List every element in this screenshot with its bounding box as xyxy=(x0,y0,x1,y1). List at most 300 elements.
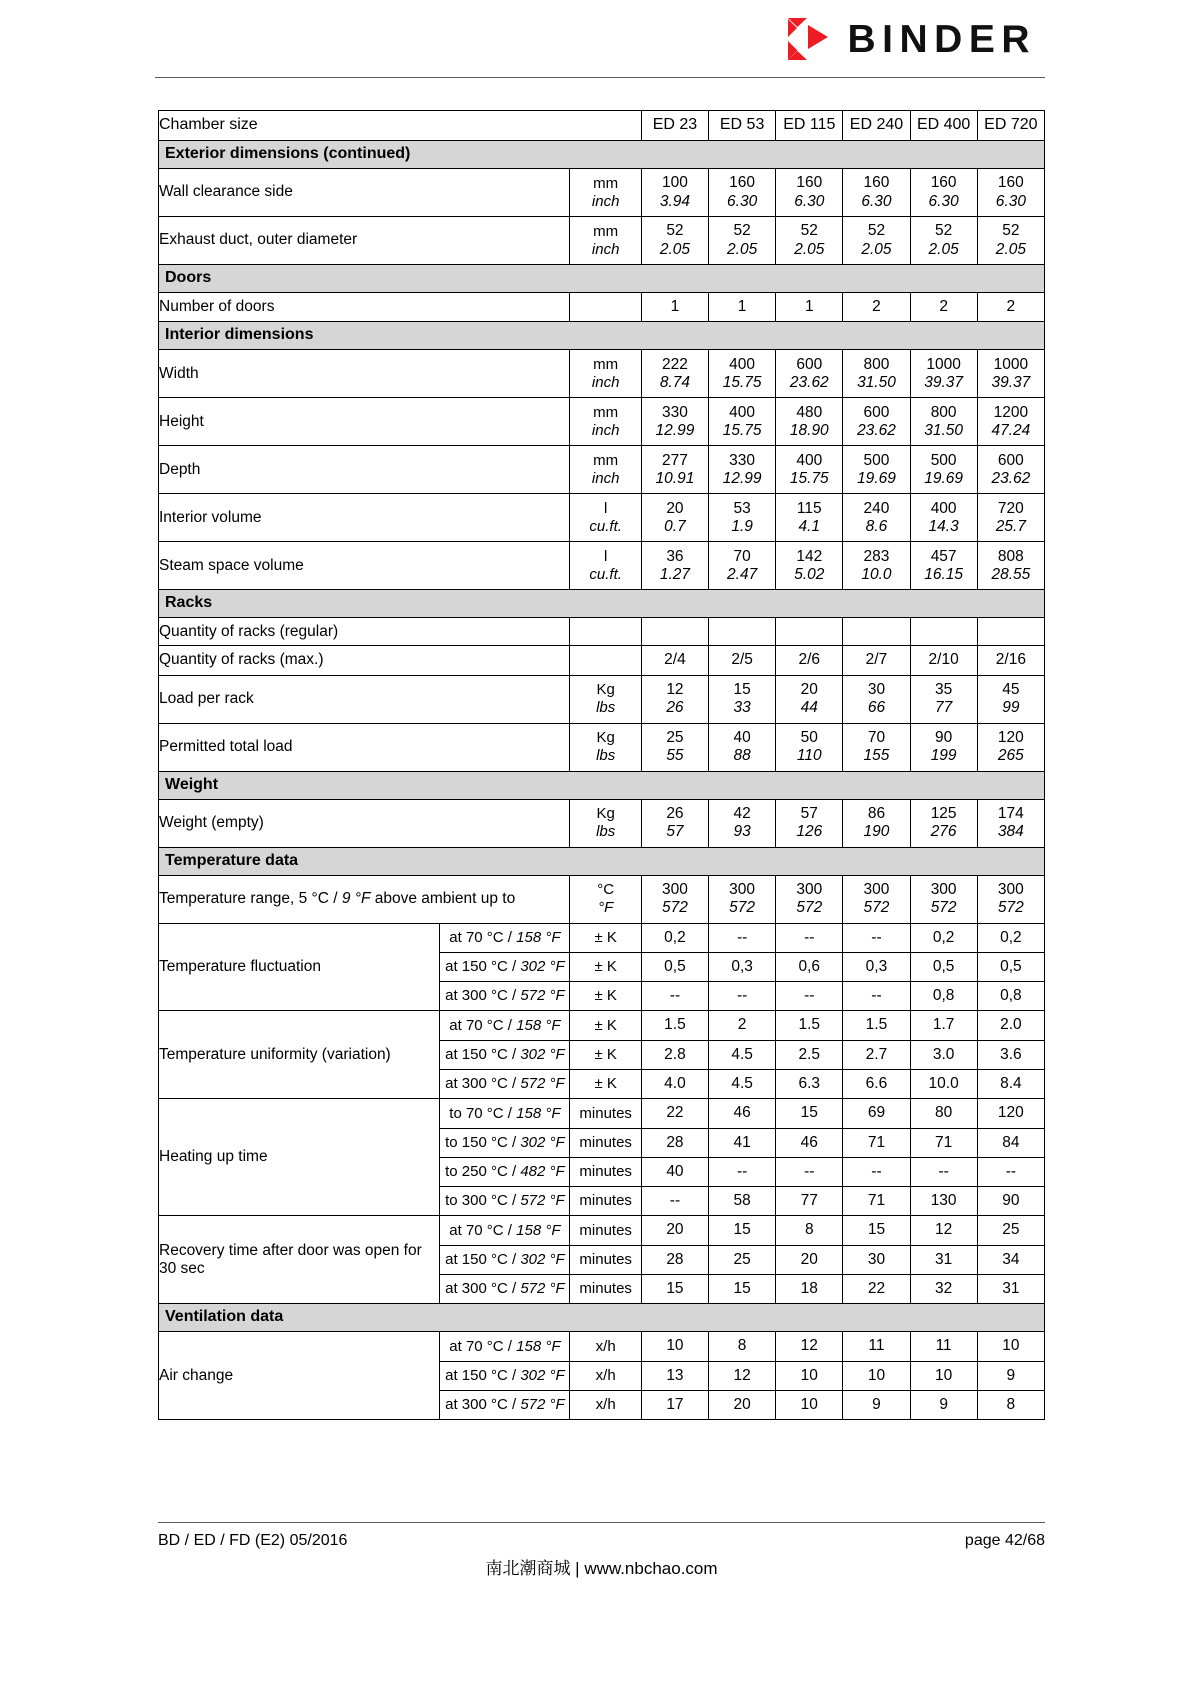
row-unit: minutes xyxy=(570,1245,641,1274)
row-value: 11 xyxy=(843,1332,910,1361)
row-value: 20 xyxy=(641,1216,708,1245)
section-header-row xyxy=(159,590,1045,618)
row-value xyxy=(776,217,843,265)
row-label: Wall clearance side xyxy=(159,169,570,217)
row-value xyxy=(843,398,910,446)
value-primary: 400 xyxy=(729,403,756,421)
row-value xyxy=(843,799,910,847)
section-title: Ventilation data xyxy=(165,1308,284,1326)
row-value: 8.4 xyxy=(977,1069,1044,1098)
row-value: 0,8 xyxy=(910,982,977,1011)
row-label: Weight (empty) xyxy=(159,799,570,847)
binder-triangles-logo-icon xyxy=(788,18,834,60)
page-header xyxy=(0,0,1200,78)
unit-primary: mm xyxy=(593,452,619,470)
value-secondary: 15.75 xyxy=(722,421,762,439)
value-secondary: 25.7 xyxy=(995,517,1026,535)
chamber-spec-table xyxy=(158,110,1045,1420)
row-unit: minutes xyxy=(570,1216,641,1245)
value-secondary: 572 xyxy=(796,899,823,917)
row-value: 15 xyxy=(709,1216,776,1245)
value-primary: 52 xyxy=(1002,222,1020,240)
row-value: 10 xyxy=(910,1361,977,1390)
row-value: 41 xyxy=(709,1128,776,1157)
value-primary: 300 xyxy=(729,880,756,898)
row-unit: minutes xyxy=(570,1128,641,1157)
value-primary: 400 xyxy=(729,355,756,373)
value-secondary: 12.99 xyxy=(722,469,762,487)
row-unit: ± K xyxy=(570,1011,641,1040)
value-primary: 40 xyxy=(733,728,751,746)
row-value xyxy=(709,875,776,923)
row-value: 13 xyxy=(641,1361,708,1390)
row-unit: ± K xyxy=(570,982,641,1011)
value-secondary: 265 xyxy=(997,747,1024,765)
row-value: 4.5 xyxy=(709,1040,776,1069)
row-value xyxy=(776,494,843,542)
brand-wordmark: BINDER xyxy=(847,17,1036,61)
row-value xyxy=(776,723,843,771)
row-value: -- xyxy=(709,982,776,1011)
row-value: 3.0 xyxy=(910,1040,977,1069)
value-primary: 160 xyxy=(997,174,1024,192)
value-secondary: 190 xyxy=(863,823,890,841)
unit-primary: Kg xyxy=(596,681,615,699)
row-label: Depth xyxy=(159,446,570,494)
value-secondary: 2.05 xyxy=(995,240,1026,258)
value-primary: 720 xyxy=(997,499,1024,517)
table-row xyxy=(159,618,1045,646)
row-value: 0,3 xyxy=(709,952,776,981)
row-unit: minutes xyxy=(570,1274,641,1303)
unit-primary: mm xyxy=(593,222,619,240)
row-value: 31 xyxy=(910,1245,977,1274)
row-value xyxy=(641,675,708,723)
row-value: 2 xyxy=(843,293,910,322)
value-primary: 25 xyxy=(666,728,684,746)
row-value: 15 xyxy=(641,1274,708,1303)
value-secondary: 15.75 xyxy=(722,373,762,391)
value-primary: 330 xyxy=(662,403,688,421)
value-secondary: 33 xyxy=(733,699,751,717)
table-row xyxy=(159,1099,1045,1128)
column-header-ed-720: ED 720 xyxy=(977,111,1044,141)
row-sub-label: at 300 °C / 572 °F xyxy=(440,1069,570,1098)
row-sub-label-emphasis: 302 °F xyxy=(520,1366,565,1384)
row-value: -- xyxy=(776,1157,843,1186)
row-unit xyxy=(570,875,641,923)
row-value: -- xyxy=(641,982,708,1011)
row-unit: minutes xyxy=(570,1187,641,1216)
value-secondary: 6.30 xyxy=(727,192,758,210)
row-value: 2 xyxy=(910,293,977,322)
row-unit: minutes xyxy=(570,1157,641,1186)
row-value: 2/16 xyxy=(977,646,1044,675)
row-value: 40 xyxy=(641,1157,708,1186)
value-secondary: 2.05 xyxy=(727,240,758,258)
row-value xyxy=(977,169,1044,217)
row-value: 4.5 xyxy=(709,1069,776,1098)
value-primary: 400 xyxy=(796,451,823,469)
row-sub-label: to 300 °C / 572 °F xyxy=(440,1187,570,1216)
row-value: 34 xyxy=(977,1245,1044,1274)
row-value: 77 xyxy=(776,1187,843,1216)
value-secondary: 23.62 xyxy=(857,421,896,439)
value-primary: 1000 xyxy=(993,355,1029,373)
value-secondary: 44 xyxy=(800,699,818,717)
unit-secondary: °F xyxy=(598,899,614,917)
row-label: Height xyxy=(159,398,570,446)
value-primary: 52 xyxy=(800,222,818,240)
row-value: 69 xyxy=(843,1099,910,1128)
value-primary: 300 xyxy=(997,880,1024,898)
table-row xyxy=(159,1332,1045,1361)
row-sub-label-emphasis: 158 °F xyxy=(516,928,561,946)
table-row xyxy=(159,675,1045,723)
row-value xyxy=(977,675,1044,723)
row-value xyxy=(977,446,1044,494)
section-title-suffix: (continued) xyxy=(318,145,411,163)
value-secondary: 57 xyxy=(666,823,684,841)
section-header-doors xyxy=(159,265,1045,293)
table-row xyxy=(159,646,1045,675)
row-group-label: Heating up time xyxy=(159,1099,440,1216)
row-label: Exhaust duct, outer diameter xyxy=(159,217,570,265)
row-value: 0,2 xyxy=(641,923,708,952)
value-secondary: 31.50 xyxy=(924,421,964,439)
table-row xyxy=(159,799,1045,847)
row-sub-label-emphasis: 572 °F xyxy=(520,1396,565,1414)
value-primary: 30 xyxy=(867,680,886,698)
section-header-row xyxy=(159,1304,1045,1332)
value-primary: 400 xyxy=(930,499,957,517)
section-header-row xyxy=(159,265,1045,293)
unit-secondary: lbs xyxy=(596,747,616,765)
row-sub-label-emphasis: 302 °F xyxy=(520,1250,565,1268)
value-primary: 808 xyxy=(997,547,1024,565)
row-value: 30 xyxy=(843,1245,910,1274)
unit-secondary: cu.ft. xyxy=(589,565,622,583)
row-unit: ± K xyxy=(570,952,641,981)
row-value xyxy=(910,446,977,494)
value-primary: 52 xyxy=(733,222,751,240)
value-secondary: 126 xyxy=(796,823,823,841)
row-value: 22 xyxy=(843,1274,910,1303)
row-value xyxy=(910,723,977,771)
row-unit: minutes xyxy=(570,1099,641,1128)
unit-primary: l xyxy=(604,548,608,566)
value-primary: 20 xyxy=(666,499,684,517)
unit-secondary: inch xyxy=(591,421,620,439)
row-value: 84 xyxy=(977,1128,1044,1157)
row-value: 71 xyxy=(910,1128,977,1157)
row-value: 2 xyxy=(709,1011,776,1040)
row-value: 28 xyxy=(641,1245,708,1274)
unit-secondary: inch xyxy=(591,192,620,210)
row-value xyxy=(709,675,776,723)
value-secondary: 14.3 xyxy=(928,517,959,535)
row-value xyxy=(843,618,910,646)
value-primary: 120 xyxy=(997,728,1024,746)
row-unit xyxy=(570,217,641,265)
table-row xyxy=(159,542,1045,590)
row-value: 80 xyxy=(910,1099,977,1128)
row-unit: x/h xyxy=(570,1332,641,1361)
row-value: -- xyxy=(776,923,843,952)
value-secondary: 31.50 xyxy=(857,373,896,391)
value-primary: 457 xyxy=(930,547,957,565)
row-value: 1 xyxy=(709,293,776,322)
row-value: 18 xyxy=(776,1274,843,1303)
row-value xyxy=(709,542,776,590)
unit-secondary: cu.ft. xyxy=(589,517,622,535)
row-sub-label-emphasis: 572 °F xyxy=(520,1075,565,1093)
row-value: 1.5 xyxy=(776,1011,843,1040)
value-primary: 50 xyxy=(800,728,818,746)
row-group-label: Air change xyxy=(159,1332,440,1420)
row-unit: ± K xyxy=(570,1040,641,1069)
value-primary: 52 xyxy=(935,222,953,240)
value-secondary: 572 xyxy=(863,899,890,917)
row-value: 71 xyxy=(843,1128,910,1157)
row-value: 10 xyxy=(641,1332,708,1361)
footer-retailer: 南北潮商城 | www.nbchao.com xyxy=(485,1559,718,1578)
value-secondary: 8.6 xyxy=(865,517,888,535)
row-sub-label: at 70 °C / 158 °F xyxy=(440,923,570,952)
section-header-temperature-data xyxy=(159,847,1045,875)
value-secondary: 88 xyxy=(733,747,751,765)
column-header-ed-23: ED 23 xyxy=(641,111,708,141)
table-row xyxy=(159,494,1045,542)
row-value xyxy=(641,446,708,494)
row-sub-label: to 150 °C / 302 °F xyxy=(440,1128,570,1157)
row-value xyxy=(776,618,843,646)
value-secondary: 16.15 xyxy=(924,565,964,583)
value-primary: 15 xyxy=(733,680,751,698)
row-value: 0,2 xyxy=(977,923,1044,952)
row-sub-label-emphasis: 302 °F xyxy=(520,1045,565,1063)
row-value: 6.6 xyxy=(843,1069,910,1098)
row-value xyxy=(641,542,708,590)
row-value xyxy=(709,350,776,398)
row-value: -- xyxy=(843,1157,910,1186)
row-sub-label: to 70 °C / 158 °F xyxy=(440,1099,570,1128)
row-value xyxy=(843,723,910,771)
row-value xyxy=(843,875,910,923)
row-value xyxy=(977,875,1044,923)
row-value xyxy=(977,799,1044,847)
value-secondary: 199 xyxy=(930,747,957,765)
row-unit xyxy=(570,398,641,446)
row-value xyxy=(709,799,776,847)
row-value xyxy=(910,494,977,542)
row-value: 8 xyxy=(776,1216,843,1245)
row-value: 1.5 xyxy=(641,1011,708,1040)
table-row xyxy=(159,293,1045,322)
row-value: 3.6 xyxy=(977,1040,1044,1069)
row-value xyxy=(641,799,708,847)
row-value xyxy=(776,398,843,446)
table-row xyxy=(159,446,1045,494)
row-value: 2/7 xyxy=(843,646,910,675)
value-secondary: 5.02 xyxy=(794,565,825,583)
row-sub-label: at 150 °C / 302 °F xyxy=(440,1361,570,1390)
value-primary: 300 xyxy=(863,880,890,898)
row-value: 120 xyxy=(977,1099,1044,1128)
value-secondary: 12.99 xyxy=(655,421,695,439)
unit-primary: mm xyxy=(593,404,619,422)
row-value xyxy=(910,799,977,847)
row-value: 8 xyxy=(977,1390,1044,1419)
value-secondary: 384 xyxy=(997,823,1024,841)
value-primary: 100 xyxy=(662,174,688,192)
value-primary: 53 xyxy=(733,499,751,517)
section-title: Interior dimensions xyxy=(165,326,314,344)
row-sub-label-emphasis: 572 °F xyxy=(520,1280,565,1298)
value-secondary: 93 xyxy=(733,823,751,841)
value-primary: 36 xyxy=(666,547,684,565)
row-sub-label: at 300 °C / 572 °F xyxy=(440,1274,570,1303)
value-primary: 800 xyxy=(863,355,890,373)
row-value: 0,8 xyxy=(977,982,1044,1011)
row-value: 130 xyxy=(910,1187,977,1216)
row-value: 2.7 xyxy=(843,1040,910,1069)
value-primary: 174 xyxy=(997,804,1024,822)
row-value xyxy=(843,169,910,217)
row-sub-label: at 70 °C / 158 °F xyxy=(440,1011,570,1040)
value-secondary: 4.1 xyxy=(798,517,821,535)
value-secondary: 0.7 xyxy=(664,517,686,535)
unit-secondary: inch xyxy=(591,469,620,487)
row-sub-label: at 150 °C / 302 °F xyxy=(440,1245,570,1274)
row-value: 0,2 xyxy=(910,923,977,952)
row-sub-label-emphasis: 572 °F xyxy=(520,1192,565,1210)
row-value: 1.5 xyxy=(843,1011,910,1040)
value-primary: 600 xyxy=(997,451,1024,469)
value-secondary: 77 xyxy=(935,699,953,717)
unit-secondary: lbs xyxy=(596,823,616,841)
section-header-row xyxy=(159,771,1045,799)
section-header-racks xyxy=(159,590,1045,618)
row-value: 20 xyxy=(776,1245,843,1274)
row-value: 9 xyxy=(910,1390,977,1419)
row-sub-label-emphasis: 302 °F xyxy=(520,1133,565,1151)
row-value xyxy=(910,875,977,923)
unit-secondary: inch xyxy=(591,373,620,391)
row-value xyxy=(843,446,910,494)
section-header-exterior-dimensions xyxy=(159,141,1045,169)
value-primary: 26 xyxy=(666,804,684,822)
header-divider xyxy=(155,77,1045,78)
table-row xyxy=(159,1216,1045,1245)
spec-table-container xyxy=(0,78,1200,1420)
row-value xyxy=(709,217,776,265)
row-value xyxy=(977,398,1044,446)
row-unit xyxy=(570,675,641,723)
value-primary: 600 xyxy=(796,355,823,373)
row-value xyxy=(641,169,708,217)
row-unit xyxy=(570,494,641,542)
row-value: -- xyxy=(641,1187,708,1216)
row-sub-label-emphasis: 572 °F xyxy=(520,987,565,1005)
row-value xyxy=(776,875,843,923)
value-primary: 240 xyxy=(863,499,890,517)
row-value: -- xyxy=(776,982,843,1011)
value-secondary: 39.37 xyxy=(991,373,1031,391)
unit-secondary: inch xyxy=(591,240,620,258)
row-value xyxy=(641,723,708,771)
value-secondary: 2.05 xyxy=(861,240,892,258)
row-value: 28 xyxy=(641,1128,708,1157)
value-primary: 800 xyxy=(930,403,957,421)
row-value: 46 xyxy=(776,1128,843,1157)
row-value: 2 xyxy=(977,293,1044,322)
value-secondary: 110 xyxy=(796,747,822,765)
footer-document-code: BD / ED / FD (E2) 05/2016 xyxy=(158,1532,348,1549)
row-value: 11 xyxy=(910,1332,977,1361)
table-row xyxy=(159,923,1045,952)
unit-primary: mm xyxy=(593,356,619,374)
value-secondary: 6.30 xyxy=(794,192,825,210)
value-primary: 42 xyxy=(733,804,751,822)
row-group-label: Temperature uniformity (variation) xyxy=(159,1011,440,1099)
row-value xyxy=(910,675,977,723)
value-primary: 70 xyxy=(733,547,751,565)
value-primary: 300 xyxy=(796,880,823,898)
row-value xyxy=(843,350,910,398)
row-label: Load per rack xyxy=(159,675,570,723)
row-sub-label: at 300 °C / 572 °F xyxy=(440,982,570,1011)
section-title: Racks xyxy=(165,594,213,612)
row-value: 12 xyxy=(910,1216,977,1245)
row-value xyxy=(641,618,708,646)
row-value xyxy=(910,618,977,646)
row-value: 9 xyxy=(977,1361,1044,1390)
table-row xyxy=(159,169,1045,217)
value-secondary: 19.69 xyxy=(857,469,896,487)
value-secondary: 39.37 xyxy=(924,373,964,391)
unit-primary: l xyxy=(604,500,608,518)
row-value: 1 xyxy=(641,293,708,322)
row-value: 2/4 xyxy=(641,646,708,675)
row-sub-label: at 300 °C / 572 °F xyxy=(440,1390,570,1419)
row-value xyxy=(910,169,977,217)
value-primary: 1000 xyxy=(926,355,961,373)
row-value: 25 xyxy=(977,1216,1044,1245)
row-value: 25 xyxy=(709,1245,776,1274)
row-value: 12 xyxy=(709,1361,776,1390)
row-value: 17 xyxy=(641,1390,708,1419)
row-value xyxy=(709,618,776,646)
value-primary: 52 xyxy=(666,222,684,240)
row-value: 12 xyxy=(776,1332,843,1361)
value-primary: 12 xyxy=(666,680,684,698)
row-value xyxy=(977,217,1044,265)
value-secondary: 19.69 xyxy=(924,469,964,487)
value-secondary: 10.0 xyxy=(861,565,892,583)
value-primary: 160 xyxy=(863,174,890,192)
unit-primary: Kg xyxy=(596,805,615,823)
value-primary: 57 xyxy=(800,804,818,822)
row-value: 0,5 xyxy=(641,952,708,981)
row-value xyxy=(977,350,1044,398)
value-primary: 20 xyxy=(800,680,818,698)
value-secondary: 2.05 xyxy=(794,240,825,258)
row-sub-label: at 150 °C / 302 °F xyxy=(440,952,570,981)
row-sub-label-emphasis: 158 °F xyxy=(516,1221,561,1239)
row-value: 10 xyxy=(776,1361,843,1390)
value-secondary: 23.62 xyxy=(789,373,829,391)
